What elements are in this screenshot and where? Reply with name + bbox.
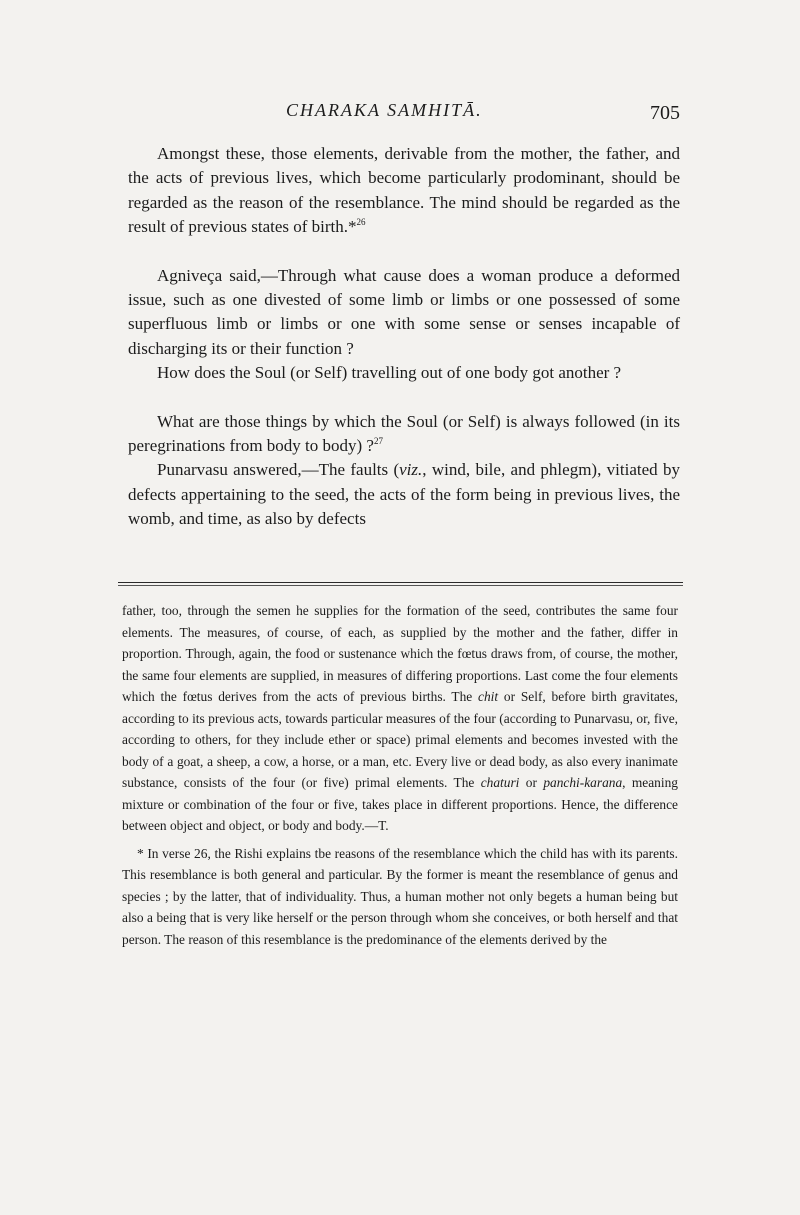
viz-term: viz. <box>399 460 423 480</box>
paragraph-3: How does the Soul (or Self) travelling out of one body got another ? <box>157 363 622 383</box>
main-text <box>128 142 680 532</box>
paragraph-5-text-b: , wind, bile, and phlegm), vitiated by defects appertaining to the seed, the acts of the form being in previous lives, the womb, and time, as also by defects <box>128 460 680 529</box>
page-number: 705 <box>650 102 680 124</box>
verse-ref-26: 26 <box>356 217 366 228</box>
paragraph-4 <box>128 410 680 459</box>
page-header <box>128 100 680 130</box>
verse-ref-27: 27 <box>373 436 383 447</box>
footnote-mark: * <box>348 217 357 237</box>
paragraph-4-text: What are those things by which the Soul (or Self) is always followed (in its peregrinations from body to body) ? <box>128 411 680 456</box>
paragraph-1-text: Amongst these, those elements, derivable from the mother, the father, and the acts of previous lives, which become particularly prodominant, should be regarded as the reason of the resemblance. The mind should be regarded as the result of previous states of birth. <box>128 144 680 237</box>
paragraph-2: Agniveça said,—Through what cause does a woman produce a deformed issue, such as one divested of some limb or limbs or one possessed of some superfluous limb or limbs or one with some sense or senses incapable of discharging its or their function ? <box>128 265 680 358</box>
footnote-continued <box>122 600 678 837</box>
running-title: CHARAKA SAMHITĀ. <box>286 100 483 120</box>
footnote-asterisk: * In verse 26, the Rishi explains tbe reasons of the resemblance which the child has with its parents. This resemblance is both general and particular. By the former is meant the resemblance of genus and species ; by the latter, that of individuality. Thus, a human mother not only begets a human being but also a being that is very like herself or the person through whom she conceives, or both herself and that person. The reason of this resemblance is the predominance of the elements derived by the <box>122 845 678 947</box>
footnote-1-text-a: father, too, through the semen he supplies for the formation of the seed, contributes the same four elements. The measures, of course, of each, as supplied by the mother and the father, differ in proportion. Through, again, the food or sustenance which the fœtus draws from, of course, the mother, the same four elements are supplied, in measures of differing proportions. Last come the four elements which the fœtus derives from the acts of previous births. The <box>122 603 678 704</box>
chit-term: chit <box>478 689 499 704</box>
paragraph-1 <box>128 142 680 240</box>
chaturi-term: chaturi <box>480 775 520 790</box>
panchi-karana-term: panchi-karana <box>543 775 623 790</box>
footnote-1-or: or <box>519 775 544 790</box>
footnotes <box>122 600 678 950</box>
paragraph-5-text-a: Punarvasu answered,—The faults ( <box>157 460 400 480</box>
footnote-1-text-c: , meaning mixture or combination of the four or five, takes place in different proportions. Hence, the difference between object and object, or body and body.—T. <box>122 775 678 833</box>
footnote-divider <box>118 582 683 586</box>
footnote-1-text-b: or Self, before birth gravitates, according to its previous acts, towards particular measures of the four (according to Punarvasu, or, five, according to others, for they include ether or space) primal elements and becomes invested with the body of a goat, a sheep, a cow, a horse, or a man, etc. Every live or dead body, as also every inanimate substance, consists of the four (or five) primal elements. The <box>122 689 678 790</box>
paragraph-5 <box>128 458 680 531</box>
